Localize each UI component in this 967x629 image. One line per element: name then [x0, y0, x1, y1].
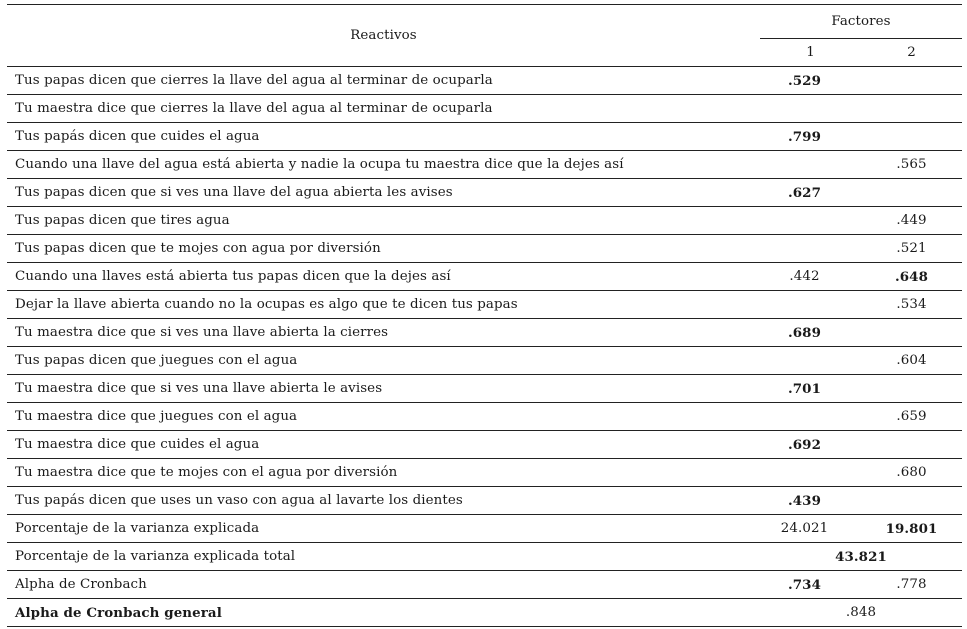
item-label: Tu maestra dice que juegues con el agua: [7, 403, 760, 431]
item-label: Tus papas dicen que si ves una llave del agua abierta les avises: [7, 179, 760, 207]
item-label: Tus papás dicen que uses un vaso con agua al lavarte los dientes: [7, 487, 760, 515]
factor-1-loading: [760, 235, 861, 263]
factor-2-loading: .521: [861, 235, 962, 263]
alpha-general-value: .848: [760, 599, 962, 627]
item-label: Tus papás dicen que cuides el agua: [7, 123, 760, 151]
table-header: [7, 5, 962, 67]
factor-2-loading: .648: [861, 263, 962, 291]
factor-1-loading: [760, 347, 861, 375]
table-row: [7, 207, 962, 235]
item-label: Tu maestra dice que si ves una llave abierta le avises: [7, 375, 760, 403]
factor-1-loading: [760, 291, 861, 319]
factor-2-loading: .565: [861, 151, 962, 179]
factor-2-loading: [861, 375, 962, 403]
item-label: Dejar la llave abierta cuando no la ocupas es algo que te dicen tus papas: [7, 291, 760, 319]
factor-2-loading: [861, 179, 962, 207]
table-row: [7, 151, 962, 179]
factor-2-loading: .680: [861, 459, 962, 487]
alpha-label: Alpha de Cronbach: [7, 571, 760, 599]
factor-2-loading: .534: [861, 291, 962, 319]
factor-2-loading: [861, 487, 962, 515]
factor-1-loading: [760, 151, 861, 179]
factor-1-loading: .689: [760, 319, 861, 347]
factor-1-loading: .627: [760, 179, 861, 207]
factor-2-loading: [861, 123, 962, 151]
table-row: [7, 347, 962, 375]
total-variance-value: 43.821: [760, 543, 962, 571]
alpha-factor-1: .734: [760, 571, 861, 599]
factor-1-loading: [760, 207, 861, 235]
factor-1-loading: .529: [760, 67, 861, 95]
variance-row: [7, 515, 962, 543]
factor-1-loading: .799: [760, 123, 861, 151]
table-row: [7, 263, 962, 291]
item-label: Tu maestra dice que si ves una llave abierta la cierres: [7, 319, 760, 347]
table-row: [7, 375, 962, 403]
table-row: [7, 179, 962, 207]
item-label: Tus papas dicen que juegues con el agua: [7, 347, 760, 375]
table-row: [7, 319, 962, 347]
variance-label: Porcentaje de la varianza explicada: [7, 515, 760, 543]
table-row: [7, 67, 962, 95]
factor-1-loading: [760, 95, 861, 123]
table-row: [7, 235, 962, 263]
factor-1-loading: .692: [760, 431, 861, 459]
alpha-row: [7, 571, 962, 599]
table-row: [7, 123, 962, 151]
item-label: Tu maestra dice que cierres la llave del agua al terminar de ocuparla: [7, 95, 760, 123]
table-row: [7, 403, 962, 431]
table-row: [7, 95, 962, 123]
factor-2-loading: [861, 319, 962, 347]
total-variance-row: [7, 543, 962, 571]
alpha-general-row: [7, 599, 962, 627]
factor-1-loading: .701: [760, 375, 861, 403]
item-label: Tus papas dicen que cierres la llave del agua al terminar de ocuparla: [7, 67, 760, 95]
factor-2-loading: .659: [861, 403, 962, 431]
item-label: Tus papas dicen que tires agua: [7, 207, 760, 235]
factor-2-loading: .449: [861, 207, 962, 235]
item-label: Cuando una llave del agua está abierta y nadie la ocupa tu maestra dice que la dejes así: [7, 151, 760, 179]
item-label: Cuando una llaves está abierta tus papas dicen que la dejes así: [7, 263, 760, 291]
factor-2-loading: [861, 67, 962, 95]
factor-loadings-table: [7, 4, 962, 627]
factor-2-header: 2: [861, 39, 962, 67]
factor-1-header: 1: [760, 39, 861, 67]
variance-factor-1: 24.021: [760, 515, 861, 543]
factor-2-loading: [861, 95, 962, 123]
factor-1-loading: .439: [760, 487, 861, 515]
variance-factor-2: 19.801: [861, 515, 962, 543]
factor-2-loading: .604: [861, 347, 962, 375]
table-row: [7, 487, 962, 515]
table-row: [7, 459, 962, 487]
item-label: Tus papas dicen que te mojes con agua por diversión: [7, 235, 760, 263]
factor-1-loading: .442: [760, 263, 861, 291]
factor-1-loading: [760, 403, 861, 431]
item-label: Tu maestra dice que te mojes con el agua por diversión: [7, 459, 760, 487]
reactivos-header: Reactivos: [7, 5, 760, 67]
table-row: [7, 431, 962, 459]
total-variance-label: Porcentaje de la varianza explicada total: [7, 543, 760, 571]
factores-header: Factores: [760, 5, 962, 39]
alpha-general-label: Alpha de Cronbach general: [7, 599, 760, 627]
table-body: [7, 67, 962, 627]
table-row: [7, 291, 962, 319]
factor-2-loading: [861, 431, 962, 459]
alpha-factor-2: .778: [861, 571, 962, 599]
item-label: Tu maestra dice que cuides el agua: [7, 431, 760, 459]
factor-1-loading: [760, 459, 861, 487]
